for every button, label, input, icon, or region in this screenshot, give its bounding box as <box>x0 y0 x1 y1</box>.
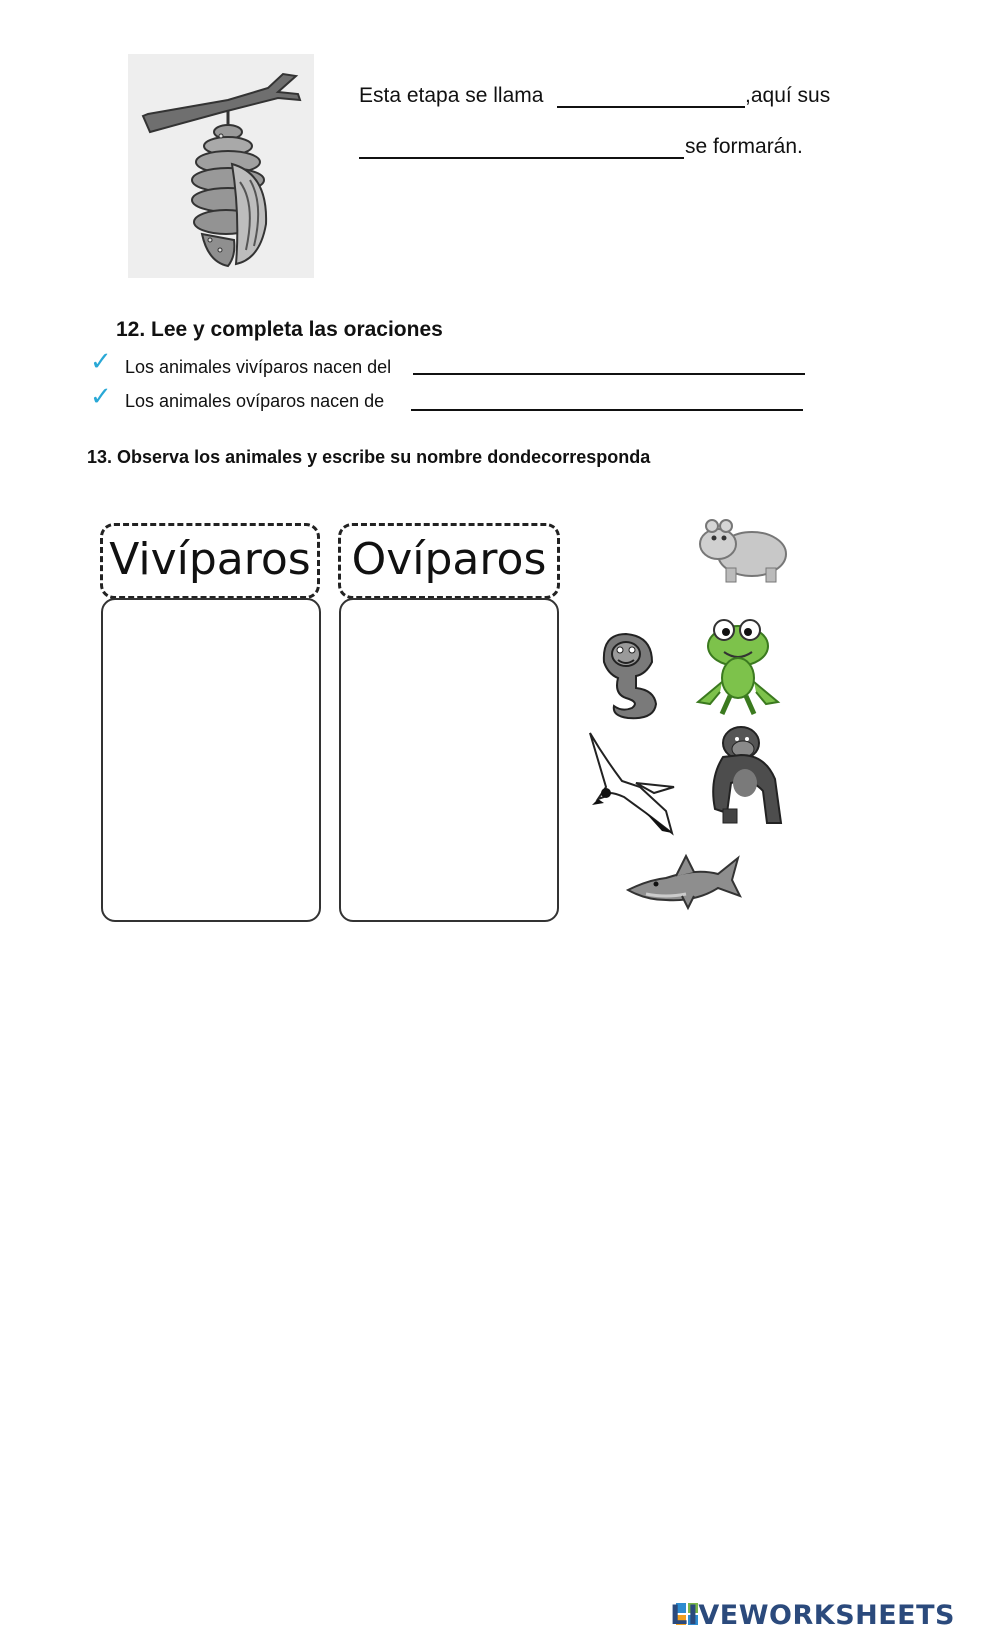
checkmark-icon: ✓ <box>90 382 112 412</box>
dolphin-image[interactable] <box>626 850 742 912</box>
gorilla-image[interactable] <box>701 723 787 829</box>
q12-title: 12. Lee y completa las oraciones <box>116 318 443 341</box>
blank-oviparous[interactable] <box>411 409 803 411</box>
oviparos-drop-box[interactable] <box>339 598 559 922</box>
pupa-sentence-end: se formarán. <box>685 135 803 158</box>
blank-stage-name[interactable] <box>557 106 745 108</box>
blank-viviparous[interactable] <box>413 373 805 375</box>
snake-image[interactable] <box>596 628 662 722</box>
blank-body-parts[interactable] <box>359 157 684 159</box>
hippo-image[interactable] <box>696 516 792 586</box>
bird-image[interactable] <box>584 727 680 837</box>
viviparos-drop-box[interactable] <box>101 598 321 922</box>
checkmark-icon: ✓ <box>90 347 112 377</box>
q12-item-1: Los animales vivíparos nacen del <box>125 357 392 377</box>
q12-item-2: Los animales ovíparos nacen de <box>125 391 385 411</box>
q13-title: 13. Observa los animales y escribe su nombre dondecorresponda <box>87 447 651 467</box>
pupa-sentence-start: Esta etapa se llama <box>359 84 544 107</box>
chrysalis-image <box>128 54 314 278</box>
viviparos-header: Vivíparos <box>100 523 320 599</box>
liveworksheets-watermark: LIVEWORKSHEETS <box>670 1600 955 1631</box>
oviparos-header: Ovíparos <box>338 523 560 599</box>
pupa-sentence-middle: ,aquí sus <box>745 84 831 107</box>
frog-image[interactable] <box>690 612 786 716</box>
